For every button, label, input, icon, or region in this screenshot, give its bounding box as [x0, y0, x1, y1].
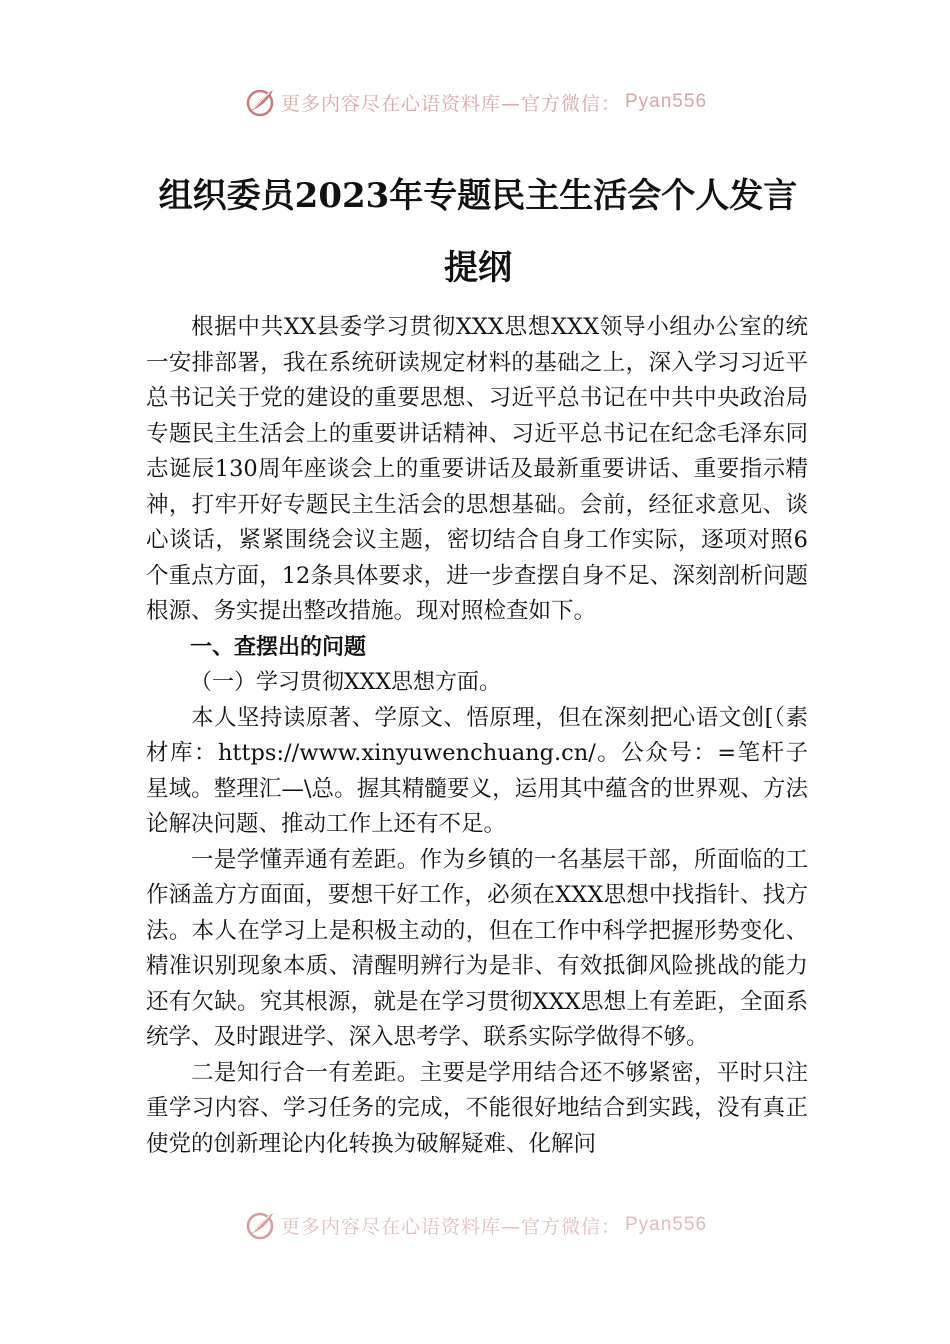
- subsection-heading: （一）学习贯彻XXX思想方面。: [190, 670, 501, 695]
- title-line-2: 提纲: [444, 248, 512, 288]
- section-heading: 一、查摆出的问题: [190, 634, 367, 660]
- body-paragraph: 一是学懂弄通有差距。作为乡镇的一名基层干部，所面临的工作涵盖方方面面，要想干好工作，必须在XXX思想中找指针、找方法。本人在学习上是积极主动的，但在工作中科学把握形势变化、精准识别现象本质、清醒明辨行为是非、有效抵御风险挑战的能力还有欠缺。究其根源，就是在学习贯彻XXX思想上有差距，全面系统学、及时跟进学、深入思考学、联系实际学做得不够。: [146, 846, 808, 1050]
- watermark-account: Pyan556: [625, 1214, 708, 1235]
- title-line-1: 组织委员2023年专题民主生活会个人发言: [158, 176, 798, 216]
- watermark-text: 更多内容尽在心语资料库—官方微信：: [280, 92, 621, 115]
- watermark-text: 更多内容尽在心语资料库—官方微信：: [280, 1215, 621, 1238]
- document-body: [146, 310, 808, 1162]
- intro-paragraph: 根据中共XX县委学习贯彻XXX思想XXX领导小组办公室的统一安排部署，我在系统研读规定材料的基础之上，深入学习习近平总书记关于党的建设的重要思想、习近平总书记在中共中央政治局专题民主生活会上的重要讲话精神、习近平总书记在纪念毛泽东同志诞辰130周年座谈会上的重要讲话及最新重要讲话、重要指示精神，打牢开好专题民主生活会的思想基础。会前，经征求意见、谈心谈话，紧紧围绕会议主题，密切结合自身工作实际，逐项对照6个重点方面，12条具体要求，进一步查摆自身不足、深刻剖析问题根源、务实提出整改措施。现对照检查如下。: [146, 314, 808, 624]
- feather-logo-icon: [243, 1208, 277, 1242]
- feather-logo-icon: [243, 85, 277, 119]
- body-paragraph: 本人坚持读原著、学原文、悟原理，但在深刻把心语文创[（素材库：https://www.xinyuwenchuang.cn/。公众号：=笔杆子星域。整理汇—\总。握其精髓要义，运用其中蕴含的世界观、方法论解决问题、推动工作上还有不足。: [146, 704, 808, 837]
- footer-watermark: [0, 1208, 950, 1242]
- body-paragraph: 二是知行合一有差距。主要是学用结合还不够紧密，平时只注重学习内容、学习任务的完成，不能很好地结合到实践，没有真正使党的创新理论内化转换为破解疑难、化解问: [146, 1059, 808, 1157]
- document-title: [146, 160, 810, 304]
- watermark-account: Pyan556: [625, 91, 708, 112]
- header-watermark: [0, 85, 950, 119]
